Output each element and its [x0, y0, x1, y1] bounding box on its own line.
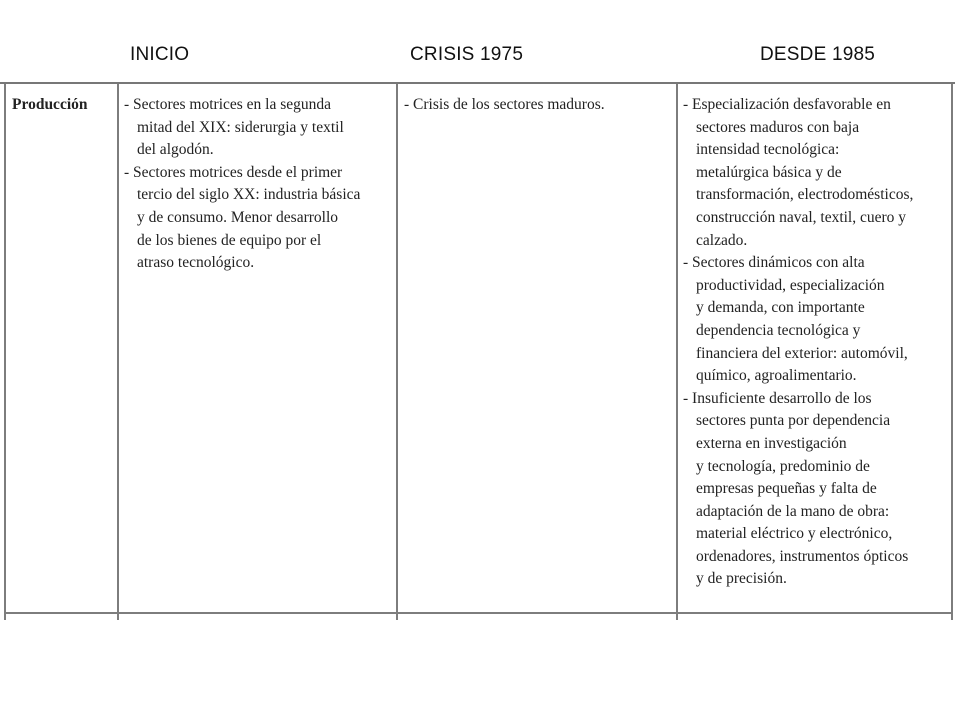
list-item: - Insuficiente desarrollo de los sectores punta por dependencia externa en investigación y tecnología, predominio de empresas pequeñas y falta de adaptación de la mano de obra: material eléctrico y electrónico, ordenadores, instrumentos ópticos y de precisión. — [683, 388, 951, 591]
table-divider-1 — [117, 84, 119, 620]
cell-inicio — [124, 94, 394, 275]
list-item: - Especialización desfavorable en sectores maduros con baja intensidad tecnológica: metalúrgica básica y de transformación, electrodomésticos, construcción naval, textil, cuero y calzado. — [683, 94, 951, 252]
table-border-right — [951, 84, 953, 620]
row-label-produccion: Producción — [12, 96, 88, 113]
table-divider-2 — [396, 84, 398, 620]
heading-desde-1985: DESDE 1985 — [760, 44, 876, 65]
cell-desde — [683, 94, 951, 591]
cell-crisis — [404, 94, 674, 117]
list-item: - Sectores motrices en la segunda mitad del XIX: siderurgia y textil del algodón. — [124, 94, 394, 162]
production-table — [0, 82, 955, 620]
list-item: - Crisis de los sectores maduros. — [404, 94, 674, 117]
list-item: - Sectores motrices desde el primer tercio del siglo XX: industria básica y de consumo. Menor desarrollo de los bienes de equipo por el atraso tecnológico. — [124, 162, 394, 275]
table-divider-3 — [676, 84, 678, 620]
heading-crisis-1975: CRISIS 1975 — [410, 44, 524, 65]
table-row-divider — [4, 612, 952, 614]
table-border-left — [4, 84, 6, 620]
heading-inicio: INICIO — [130, 44, 190, 65]
list-item: - Sectores dinámicos con alta productividad, especialización y demanda, con importante dependencia tecnológica y financiera del exterior: automóvil, químico, agroalimentario. — [683, 252, 951, 388]
